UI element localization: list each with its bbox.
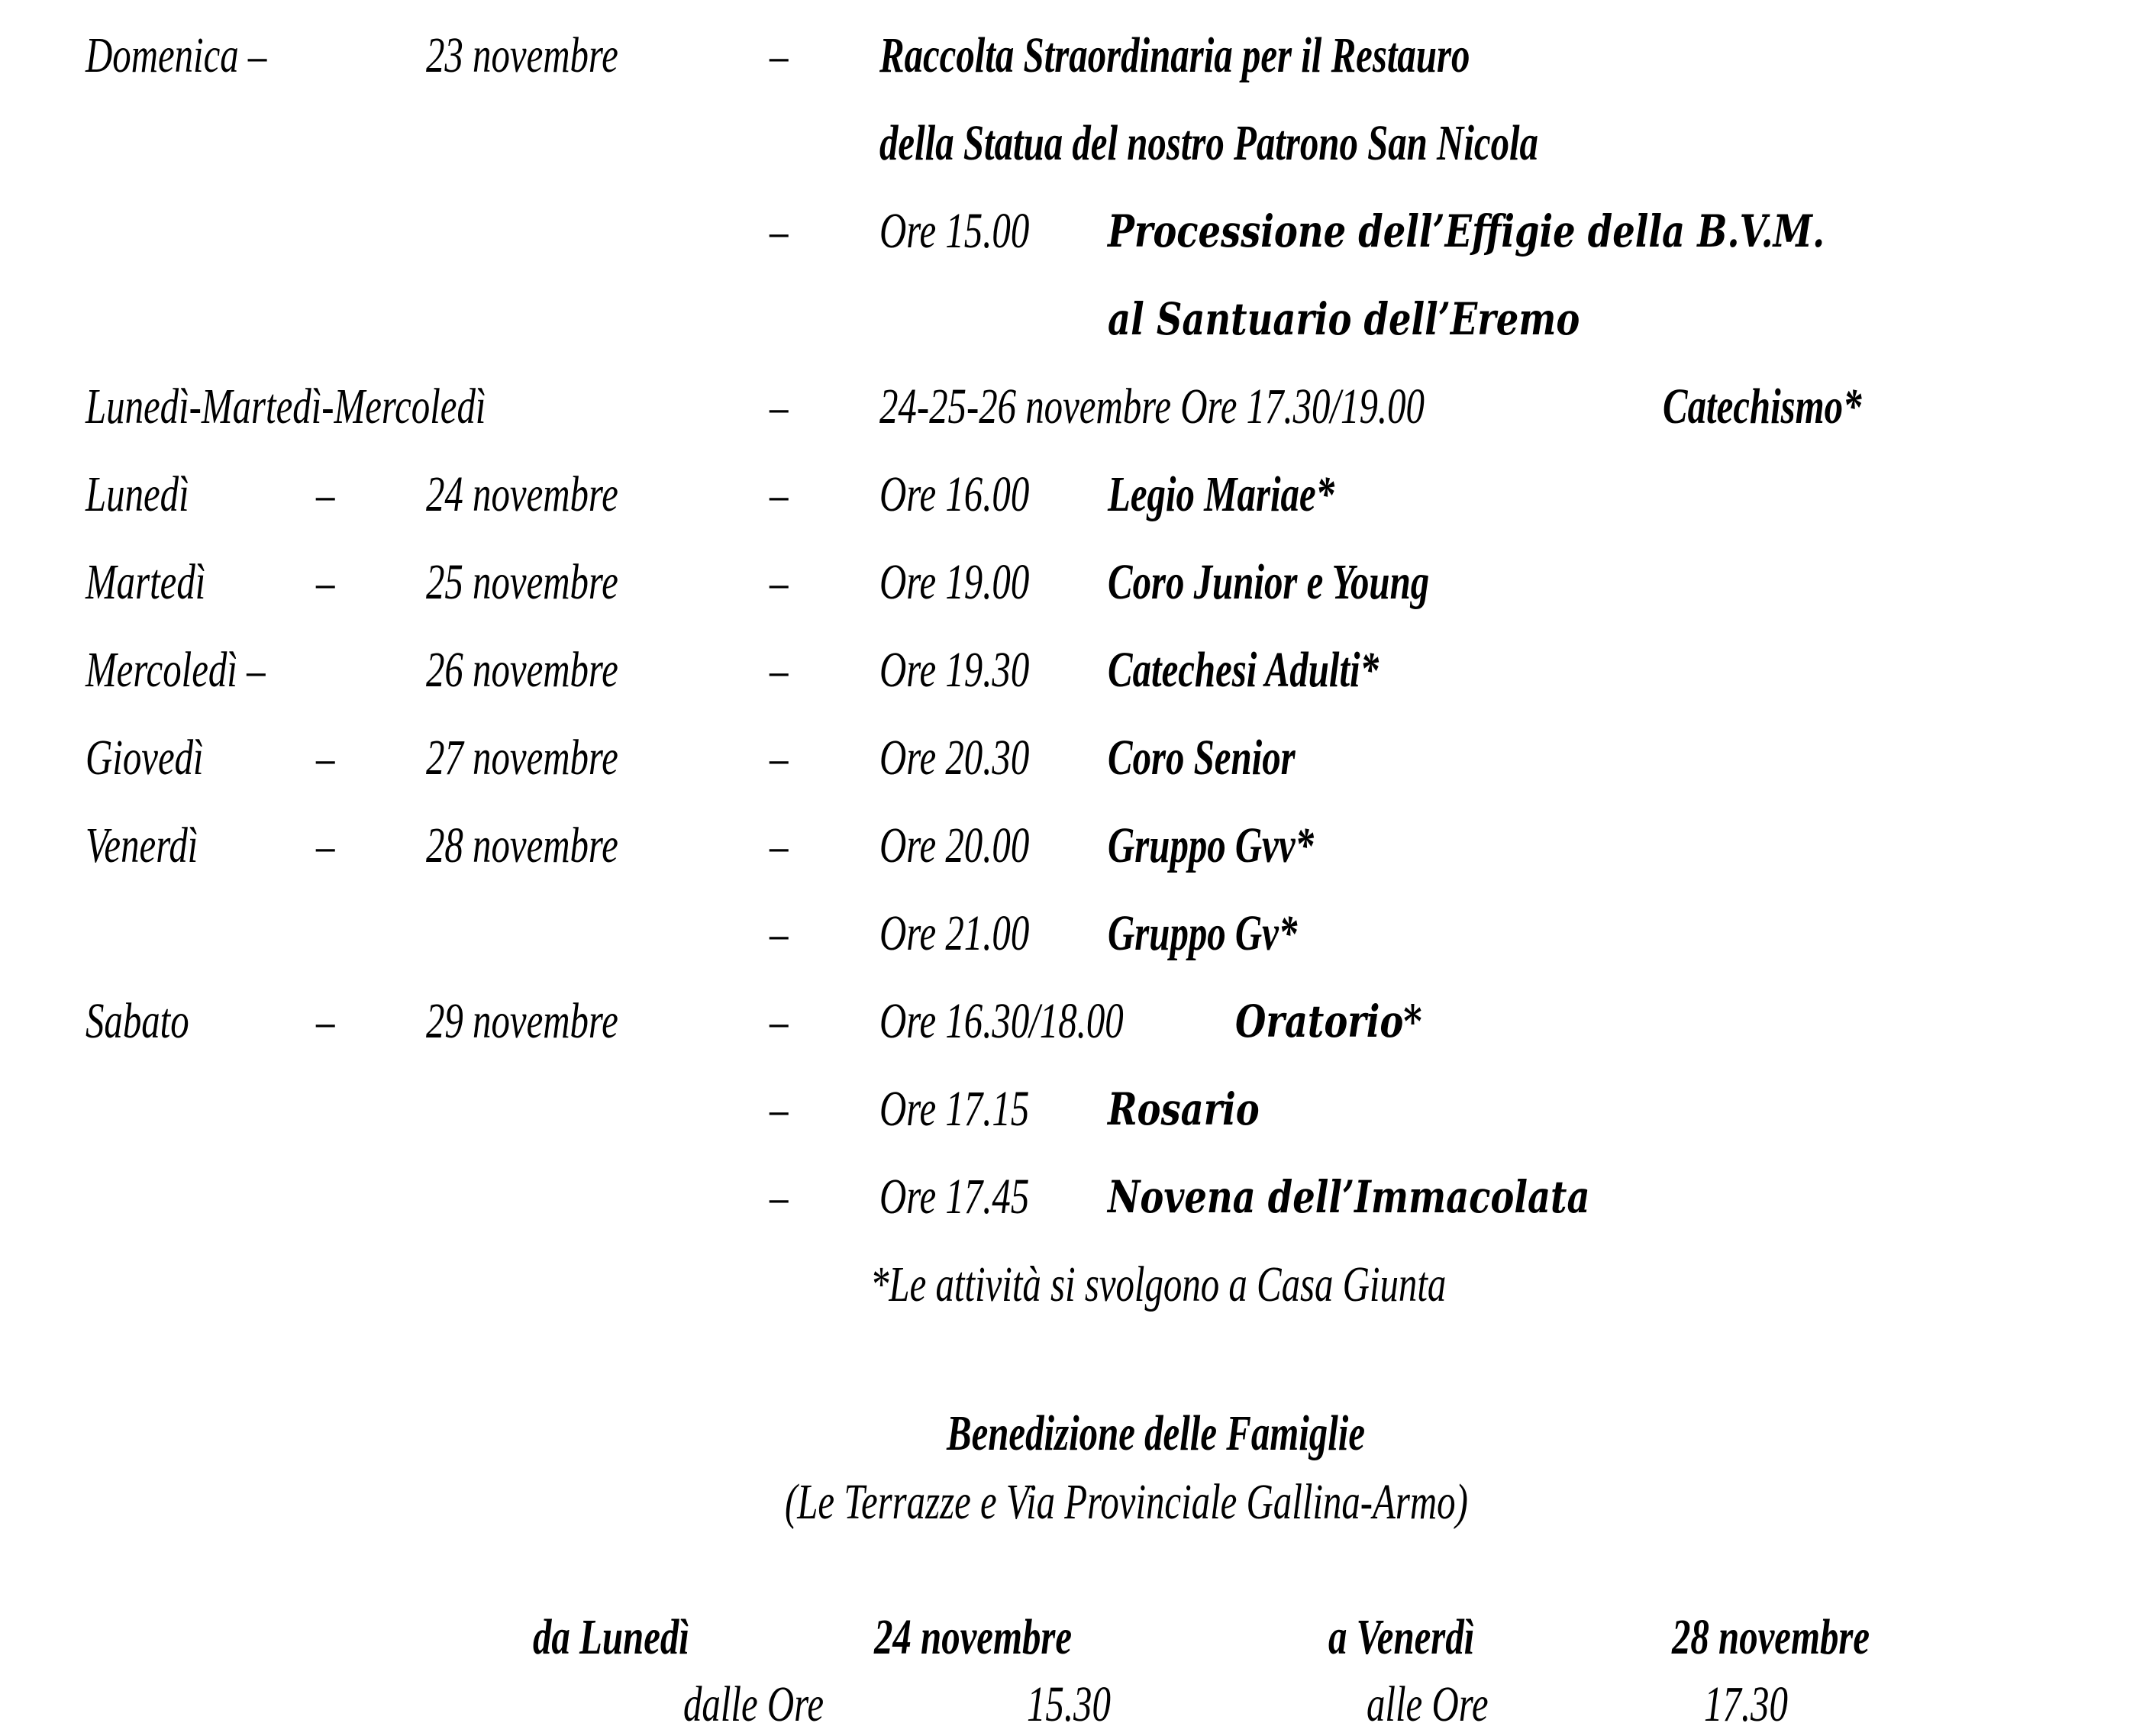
event-label: al Santuario dell’Eremo — [1108, 293, 1580, 345]
date-label: 29 novembre — [426, 993, 618, 1049]
dash: – — [770, 554, 789, 610]
dash: – — [770, 905, 789, 961]
start-time: 15.30 — [1027, 1676, 1111, 1732]
dash: – — [316, 730, 335, 786]
event-label: Gruppo Gvv* — [1108, 818, 1314, 873]
date-label: 27 novembre — [426, 730, 618, 786]
dash: – — [770, 1169, 789, 1225]
day-label: Giovedì — [86, 730, 204, 786]
event-label: Catechesi Adulti* — [1108, 642, 1380, 698]
dash: – — [770, 818, 789, 873]
event-label: Gruppo Gv* — [1108, 905, 1298, 961]
event-label: Raccolta Straordinaria per il Restauro — [879, 27, 1470, 83]
day-label: Lunedì-Martedì-Mercoledì — [86, 379, 486, 434]
dash: – — [770, 203, 789, 259]
dash: – — [316, 993, 335, 1049]
event-label: Catechismo* — [1663, 379, 1862, 434]
dash: – — [770, 466, 789, 522]
time-label: Ore 19.30 — [879, 642, 1030, 698]
date-label: 24 novembre — [426, 466, 618, 522]
time-label: Ore 17.15 — [879, 1081, 1030, 1137]
event-label: Legio Mariae* — [1108, 466, 1335, 522]
date-label: 25 novembre — [426, 554, 618, 610]
day-label: Domenica – — [86, 27, 267, 83]
time-label: Ore 21.00 — [879, 905, 1030, 961]
time-label: Ore 19.00 — [879, 554, 1030, 610]
date-label: 28 novembre — [426, 818, 618, 873]
from-date: 24 novembre — [874, 1609, 1073, 1665]
event-label: Novena dell’Immacolata — [1108, 1171, 1590, 1223]
event-label: Processione dell’Effigie della B.V.M. — [1108, 205, 1825, 257]
dash: – — [316, 818, 335, 873]
event-label: Rosario — [1108, 1083, 1260, 1135]
end-label: alle Ore — [1367, 1676, 1489, 1732]
time-label: Ore 20.00 — [879, 818, 1030, 873]
time-label: Ore 16.30/18.00 — [879, 993, 1124, 1049]
dash: – — [770, 730, 789, 786]
event-label: Coro Junior e Young — [1108, 554, 1430, 610]
day-label: Lunedì — [86, 466, 189, 522]
time-label: Ore 20.30 — [879, 730, 1030, 786]
end-time: 17.30 — [1704, 1676, 1788, 1732]
day-label: Martedì — [86, 554, 206, 610]
dash: – — [316, 554, 335, 610]
dash: – — [770, 642, 789, 698]
to-date: 28 novembre — [1672, 1609, 1870, 1665]
blessing-subtitle: (Le Terrazze e Via Provinciale Gallina-Armo) — [785, 1474, 1468, 1530]
blessing-title: Benedizione delle Famiglie — [947, 1405, 1366, 1461]
event-label: Oratorio* — [1235, 995, 1422, 1047]
dash: – — [770, 27, 789, 83]
dash: – — [316, 466, 335, 522]
event-label: della Statua del nostro Patrono San Nicola — [879, 115, 1538, 171]
day-label: Venerdì — [86, 818, 198, 873]
start-label: dalle Ore — [683, 1676, 824, 1732]
time-label: Ore 17.45 — [879, 1169, 1030, 1225]
dash: – — [770, 993, 789, 1049]
event-label: Coro Senior — [1108, 730, 1296, 786]
day-label: Mercoledì – — [86, 642, 266, 698]
day-label: Sabato — [86, 993, 189, 1049]
time-label: Ore 15.00 — [879, 203, 1030, 259]
dash: – — [770, 1081, 789, 1137]
date-label: 26 novembre — [426, 642, 618, 698]
time-label: Ore 16.00 — [879, 466, 1030, 522]
date-label: 23 novembre — [426, 27, 618, 83]
to-label: a Venerdì — [1328, 1609, 1475, 1665]
time-label: 24-25-26 novembre Ore 17.30/19.00 — [879, 379, 1425, 434]
footnote: *Le attività si svolgono a Casa Giunta — [870, 1257, 1447, 1312]
dash: – — [770, 379, 789, 434]
from-label: da Lunedì — [533, 1609, 689, 1665]
